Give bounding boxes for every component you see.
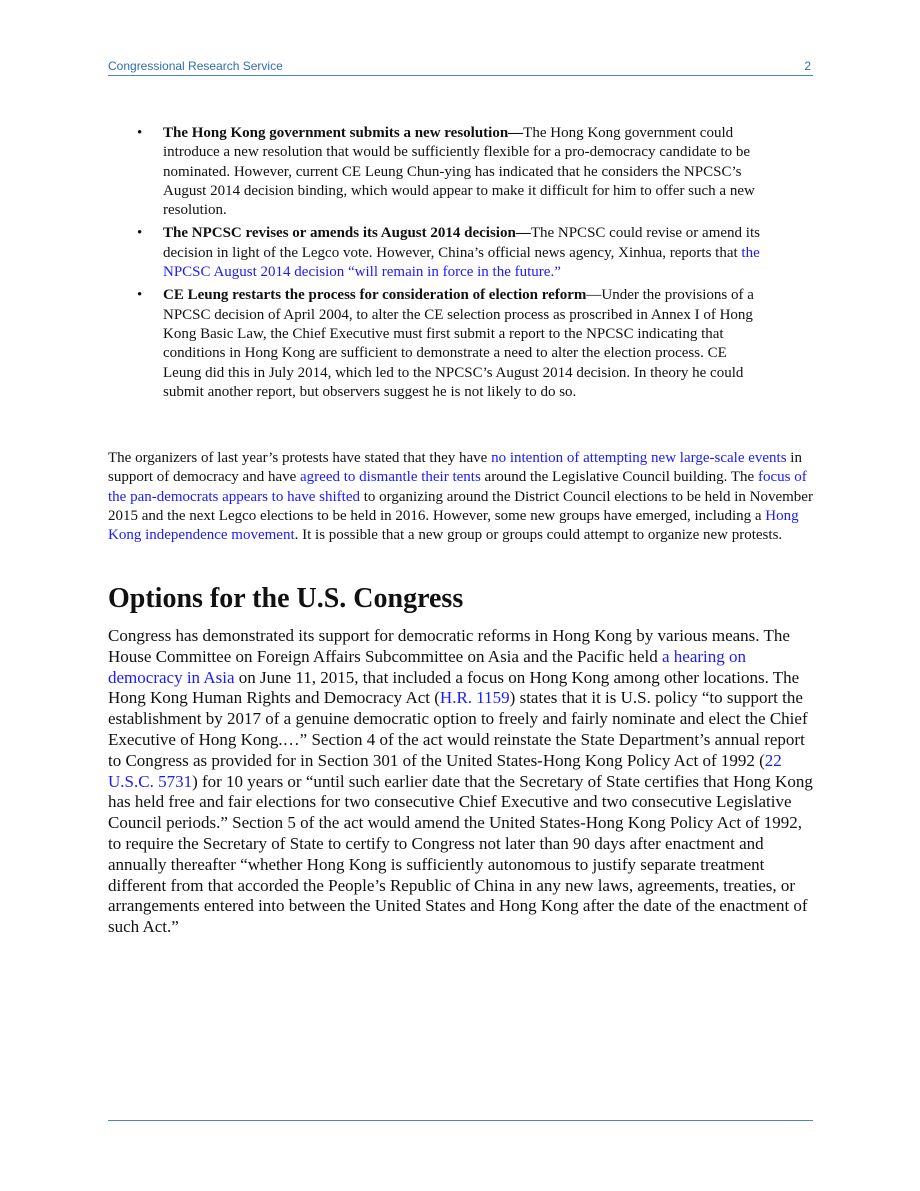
paragraph-text: around the Legislative Council building. The bbox=[480, 469, 758, 486]
xinhua-link[interactable]: the NPCSC August 2014 decision “will remain in force in the future.” bbox=[163, 244, 760, 281]
section-heading: Options for the U.S. Congress bbox=[108, 583, 464, 614]
paragraph-text: in support of democracy and have bbox=[108, 450, 802, 486]
bullet-heading: The Hong Kong government submits a new resolution— bbox=[163, 125, 524, 141]
list-item bbox=[108, 224, 813, 282]
bullet-text: —Under the provisions of a NPCSC decision of April 2004, to alter the CE selection process as proscribed in Annex I of Hong Kong Basic Law, the Chief Executive must first submit a report to the NPCSC indicating that conditions in Hong Kong are sufficient to demonstrate a need to alter the election process. CE Leung did this in July 2014, which led to the NPCSC’s August 2014 decision. In theory he could submit another report, but observers suggest he is not likely to do so. bbox=[163, 287, 754, 400]
paragraph-text: The organizers of last year’s protests have stated that they have bbox=[108, 450, 492, 466]
independence-movement-link[interactable]: Hong Kong independence movement bbox=[108, 507, 799, 544]
bullet-text: The NPCSC could revise or amend its decision in light of the Legco vote. However, China’s official news agency, Xinhua, reports that bbox=[163, 225, 760, 261]
page-header bbox=[108, 58, 813, 76]
publisher-name: Congressional Research Service bbox=[108, 59, 283, 73]
protest-organizers-paragraph bbox=[108, 449, 813, 545]
focus-shifted-link[interactable]: focus of the pan-democrats appears to have shifted bbox=[108, 469, 807, 505]
list-item bbox=[108, 124, 813, 220]
bullet-icon: • bbox=[137, 225, 143, 242]
hr-1159-link[interactable]: H.R. 1159 bbox=[439, 688, 510, 708]
bullet-text: The Hong Kong government could introduce a new resolution that would be sufficiently flexible for a pro-democracy candidate to be nominated. However, current CE Leung Chun-ying has indicated that he considers the NPCSC’s August 2014 decision binding, which would appear to make it difficult for him to offer such a new resolution. bbox=[163, 125, 755, 219]
list-item bbox=[108, 286, 813, 402]
paragraph-text: to organizing around the District Council elections to be held in November 2015 and the next Legco elections to be held in 2016. However, some new groups have emerged, including a bbox=[108, 488, 813, 524]
footer-divider bbox=[108, 1120, 813, 1121]
no-intention-link[interactable]: no intention of attempting new large-scale events bbox=[491, 450, 787, 466]
paragraph-text: Congress has demonstrated its support for democratic reforms in Hong Kong by various means. The House Committee on Foreign Affairs Subcommittee on Asia and the Pacific held bbox=[108, 626, 790, 666]
paragraph-text: ) for 10 years or “until such earlier date that the Secretary of State certifies that Hong Kong has held free and fair elections for two consecutive Chief Executive and two consecutive Legislative Council periods.” Section 5 of the act would amend the United States-Hong Kong Policy Act of 1992, to require the Secretary of State to certify to Congress not later than 90 days after enactment and annually thereafter “whether Hong Kong is sufficiently autonomous to justify separate treatment different from that accorded the People’s Republic of China in any new laws, agreements, treaties, or arrangements entered into between the United States and Hong Kong after the date of the enactment of such Act.” bbox=[108, 771, 813, 937]
paragraph-text: on June 11, 2015, that included a focus on Hong Kong among other locations. The Hong Kong Human Rights and Democracy Act ( bbox=[108, 667, 800, 708]
paragraph-text: ) states that it is U.S. policy “to support the establishment by 2017 of a genuine democratic option to freely and fairly nominate and elect the Chief Executive of Hong Kong.…” Section 4 of the act would reinstate the State Department’s annual report to Congress as provided for in Section 301 of the United States-Hong Kong Policy Act of 1992 ( bbox=[108, 688, 808, 770]
options-bullet-list bbox=[108, 124, 813, 406]
hearing-link[interactable]: a hearing on democracy in Asia bbox=[108, 646, 747, 687]
usc-5731-link[interactable]: 22 U.S.C. 5731 bbox=[108, 750, 782, 791]
bullet-icon: • bbox=[137, 125, 143, 141]
paragraph-text: . It is possible that a new group or groups could attempt to organize new protests. bbox=[294, 527, 783, 544]
bullet-heading: The NPCSC revises or amends its August 2014 decision— bbox=[163, 225, 531, 242]
bullet-icon: • bbox=[137, 287, 143, 304]
bullet-heading: CE Leung restarts the process for consideration of election reform bbox=[163, 287, 587, 304]
dismantle-tents-link[interactable]: agreed to dismantle their tents bbox=[300, 469, 481, 486]
congress-options-paragraph bbox=[108, 626, 816, 938]
page-number: 2 bbox=[804, 59, 811, 73]
